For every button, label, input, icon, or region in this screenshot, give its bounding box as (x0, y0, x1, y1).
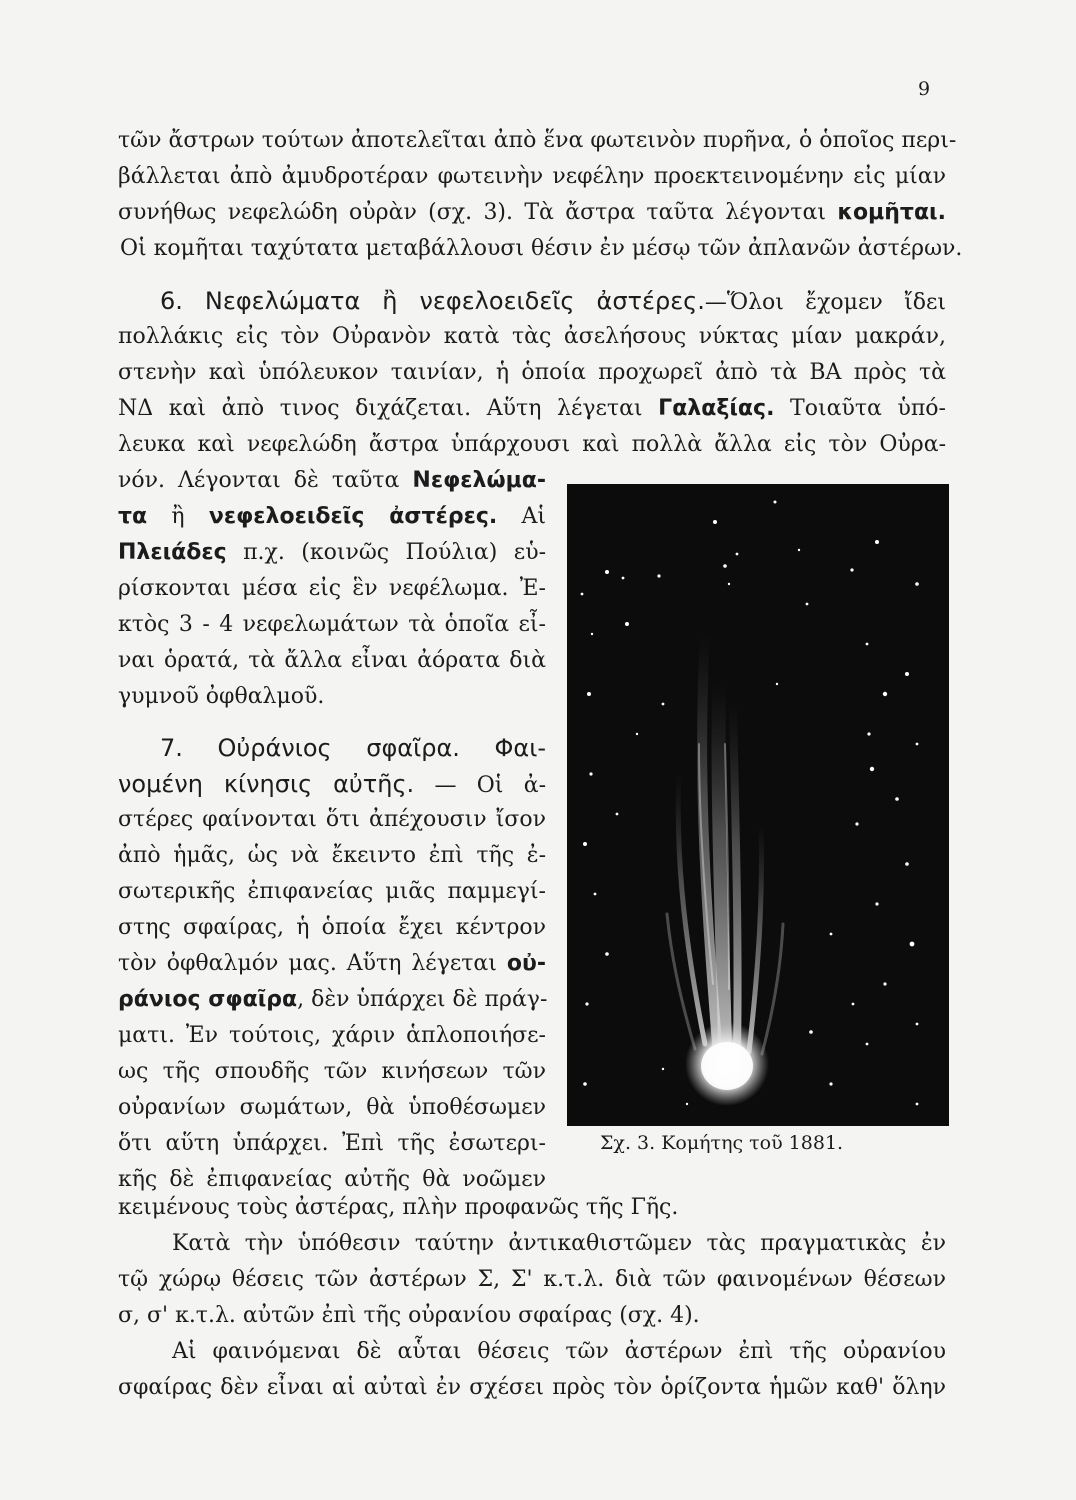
term-bold: τα (118, 504, 148, 529)
text-line: σ, σ' κ.τ.λ. αὐτῶν ἐπὶ τῆς οὐρανίου σφαίρας (σχ. 4). (118, 1303, 700, 1328)
text-line: τα ἢ νεφελοειδεῖς ἀστέρες. Αἱ (118, 504, 547, 529)
section-7-narrow (118, 730, 546, 1198)
text-line: γυμνοῦ ὀφθαλμοῦ. (118, 684, 325, 709)
section-7-full (118, 1190, 946, 1406)
text-line: τῷ χώρῳ θέσεις τῶν ἀστέρων Σ, Σ' κ.τ.λ. διὰ τῶν φαινομένων θέσεων (118, 1267, 946, 1292)
text-line: τὸν ὀφθαλμόν μας. Αὕτη λέγεται οὐ- (118, 951, 546, 976)
text-line: κτὸς 3 - 4 νεφελωμάτων τὰ ὁποῖα εἶ- (118, 612, 546, 637)
text-line: στέρες φαίνονται ὅτι ἀπέχουσιν ἴσον (118, 807, 546, 832)
text-line: οὐρανίων σωμάτων, θὰ ὑποθέσωμεν (118, 1095, 546, 1120)
text-line: ἀπὸ ἡμᾶς, ὡς νὰ ἔκειντο ἐπὶ τῆς ἐ- (118, 843, 546, 868)
term-bold: νεφελοειδεῖς ἀστέρες. (208, 504, 498, 529)
comet-illustration (567, 484, 949, 1126)
text-line: νόν. Λέγονται δὲ ταῦτα Νεφελώμα- (118, 468, 546, 493)
term-bold: οὐ- (506, 951, 546, 976)
text-line: ράνιος σφαῖρα, δὲν ὑπάρχει δὲ πράγ- (118, 987, 548, 1012)
text-line: ὅτι αὕτη ὑπάρχει. Ἐπὶ τῆς ἐσωτερι- (118, 1131, 546, 1156)
term-bold: ράνιος σφαῖρα (118, 987, 298, 1012)
text-line: βάλλεται ἀπὸ ἀμυδροτέραν φωτεινὴν νεφέλην προεκτεινομένην εἰς μίαν (118, 164, 946, 189)
text-line: κειμένους τοὺς ἀστέρας, πλὴν προφανῶς τῆς Γῆς. (118, 1195, 679, 1220)
text-line: συνήθως νεφελώδη οὐρὰν (σχ. 3). Τὰ ἄστρα ταῦτα λέγονται κομῆται. (118, 200, 946, 225)
text-line: σφαίρας δὲν εἶναι αἱ αὐταὶ ἐν σχέσει πρὸς τὸν ὁρίζοντα ἡμῶν καθ' ὅλην (118, 1375, 946, 1400)
text-line: Κατὰ τὴν ὑπόθεσιν ταύτην ἀντικαθιστῶμεν τὰς πραγματικὰς ἐν (172, 1231, 946, 1256)
text-line: τῶν ἄστρων τούτων ἀποτελεῖται ἀπὸ ἕνα φωτεινὸν πυρῆνα, ὁ ὁποῖος περι- (118, 128, 957, 153)
text-line (118, 730, 546, 766)
page-number: 9 (918, 78, 932, 100)
section-7-heading-cont: νομένη κίνησις αὐτῆς. (118, 770, 415, 798)
text-line: ναι ὁρατά, τὰ ἄλλα εἶναι ἀόρατα διὰ (118, 648, 546, 673)
term-bold: κομῆται. (837, 200, 946, 225)
section-6 (118, 283, 946, 463)
section-7-heading: 7. Οὐράνιος σφαῖρα. Φαι- (160, 734, 546, 762)
text-line: ΝΔ καὶ ἀπὸ τινος διχάζεται. Αὕτη λέγεται Γαλαξίας. Τοιαῦτα ὑπό- (118, 396, 946, 421)
text-line: ως τῆς σπουδῆς τῶν κινήσεων τῶν (118, 1059, 546, 1084)
text-line: πολλάκις εἰς τὸν Οὐρανὸν κατὰ τὰς ἀσελήσους νύκτας μίαν μακράν, (118, 324, 946, 349)
text-line: στης σφαίρας, ἡ ὁποία ἔχει κέντρον (118, 915, 546, 940)
text-line: λευκα καὶ νεφελώδη ἄστρα ὑπάρχουσι καὶ πολλὰ ἄλλα εἰς τὸν Οὐρα- (118, 432, 946, 457)
term-bold: Πλειάδες (118, 540, 227, 565)
comet-photograph (567, 484, 949, 1126)
figure-caption: Σχ. 3. Κομήτης τοῦ 1881. (600, 1132, 844, 1154)
text-line: κῆς δὲ ἐπιφανείας αὐτῆς θὰ νοῶμεν (118, 1167, 546, 1192)
text-line: 6. Νεφελώματα ἢ νεφελοειδεῖς ἀστέρες.—Ὅλοι ἔχομεν ἴδει (160, 287, 946, 315)
text-line: στενὴν καὶ ὑπόλευκον ταινίαν, ἡ ὁποία προχωρεῖ ἀπὸ τὰ ΒΑ πρὸς τὰ (118, 360, 946, 385)
intro-paragraph (118, 123, 963, 267)
section-6-heading: 6. Νεφελώματα ἢ νεφελοειδεῖς ἀστέρες. (160, 287, 705, 315)
section-6-narrow (118, 463, 546, 715)
term-bold: Γαλαξίας. (658, 396, 775, 421)
text-line: Αἱ φαινόμεναι δὲ αὗται θέσεις τῶν ἀστέρων ἐπὶ τῆς οὐρανίου (172, 1339, 946, 1364)
text-line: νομένη κίνησις αὐτῆς. — Οἱ ἀ- (118, 770, 547, 798)
text-line: ρίσκονται μέσα εἰς ἓν νεφέλωμα. Ἐ- (118, 576, 546, 601)
text-line: σωτερικῆς ἐπιφανείας μιᾶς παμμεγί- (118, 879, 546, 904)
text-line: ματι. Ἐν τούτοις, χάριν ἁπλοποιήσε- (118, 1023, 546, 1048)
text-line: Οἱ κομῆται ταχύτατα μεταβάλλουσι θέσιν ἐν μέσῳ τῶν ἀπλανῶν ἀστέρων. (120, 236, 963, 261)
text-line: Πλειάδες π.χ. (κοινῶς Πούλια) εὑ- (118, 540, 546, 565)
term-bold: Νεφελώμα- (412, 468, 546, 493)
